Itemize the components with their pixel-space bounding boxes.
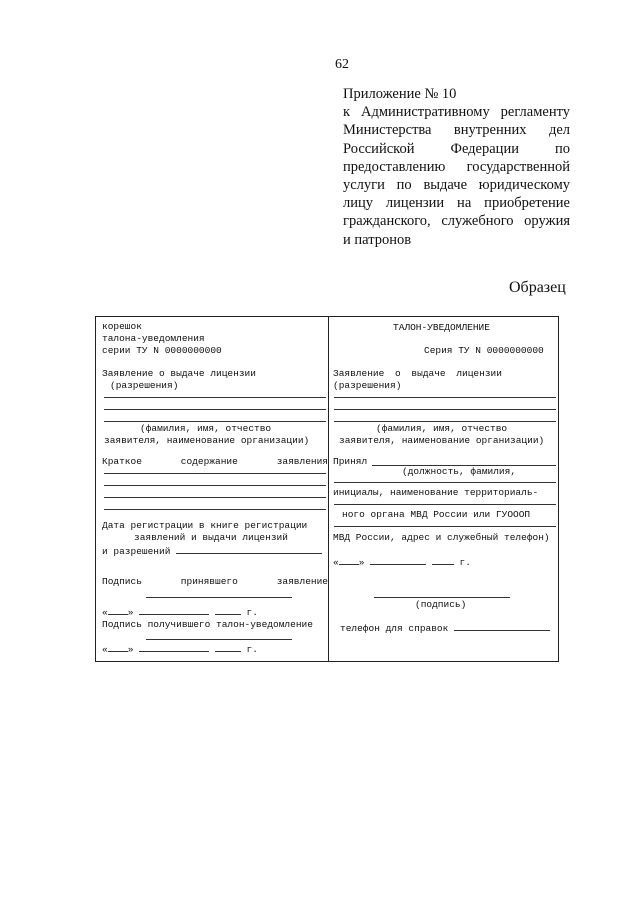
ticket-fill-line[interactable] bbox=[334, 526, 556, 527]
stub-fill-line[interactable] bbox=[104, 497, 326, 498]
sample-label: Образец bbox=[509, 279, 566, 296]
stub-date-row-1: « » г. bbox=[102, 607, 258, 618]
stub-fill-line[interactable] bbox=[104, 421, 326, 422]
ticket-name-caption: (фамилия, имя, отчество bbox=[376, 423, 508, 434]
annex-line: гражданского, служебного оружия bbox=[343, 213, 570, 230]
stub-sign-word: Подпись bbox=[102, 576, 142, 587]
annex-line: и патронов bbox=[343, 231, 412, 248]
annex-header bbox=[343, 85, 570, 249]
ticket-position-caption-2: инициалы, наименование территориаль- bbox=[333, 487, 539, 498]
ticket-accepted-label: Принял bbox=[333, 456, 368, 467]
day-field[interactable] bbox=[108, 642, 128, 652]
stub-fill-line[interactable] bbox=[104, 485, 326, 486]
ticket-fill-line[interactable] bbox=[334, 421, 556, 422]
stub-title: корешок bbox=[102, 321, 142, 332]
annex-line: Министерства внутренних дел bbox=[343, 122, 570, 139]
stub-date-row-2: « » г. bbox=[102, 644, 258, 655]
ticket-application-label-2: (разрешения) bbox=[333, 380, 402, 391]
year-field[interactable] bbox=[215, 642, 241, 652]
stub-summary-word: Краткое bbox=[102, 456, 142, 467]
ticket-title: ТАЛОН-УВЕДОМЛЕНИЕ bbox=[393, 322, 490, 333]
ticket-phone-label: телефон для справок bbox=[340, 621, 550, 635]
stub-summary-label bbox=[102, 456, 328, 468]
ticket-position-caption-3: ного органа МВД России или ГУОООП bbox=[342, 509, 531, 520]
annex-line: предоставлению государственной bbox=[343, 158, 570, 175]
stub-application-label: Заявление о выдаче лицензии bbox=[102, 368, 256, 379]
ticket-position-caption-4: МВД России, адрес и служебный телефон) bbox=[333, 532, 550, 543]
stub-summary-word: содержание bbox=[180, 456, 238, 467]
stub-fill-line[interactable] bbox=[104, 397, 326, 398]
ticket-fill-line[interactable] bbox=[334, 504, 556, 505]
ticket-date-row: « » г. bbox=[333, 557, 471, 568]
stub-sign-getter-label: Подпись получившего талон-уведомление bbox=[102, 619, 313, 630]
getter-signature-line[interactable] bbox=[146, 639, 292, 640]
ticket-position-caption: (должность, фамилия, bbox=[402, 466, 517, 477]
stub-sign-word: принявшего bbox=[180, 576, 238, 587]
year-field[interactable] bbox=[432, 555, 454, 565]
ticket-application-label bbox=[333, 368, 502, 380]
ticket-fill-line[interactable] bbox=[334, 409, 556, 410]
stub-summary-word: заявления bbox=[276, 456, 328, 467]
ticket-fill-line[interactable] bbox=[334, 397, 556, 398]
stub-registration-label: Дата регистрации в книге регистрации bbox=[102, 520, 308, 531]
annex-title: Приложение № 10 bbox=[343, 86, 457, 102]
day-field[interactable] bbox=[108, 605, 128, 615]
ticket-signature-caption: (подпись) bbox=[415, 599, 467, 610]
stub-name-caption-2: заявителя, наименование организации) bbox=[104, 435, 310, 446]
stub-registration-label-3: и разрешений bbox=[102, 544, 322, 558]
day-field[interactable] bbox=[339, 555, 359, 565]
annex-line: к Административному регламенту bbox=[343, 104, 570, 121]
page-number: 62 bbox=[335, 57, 349, 72]
form-divider bbox=[328, 316, 329, 662]
stub-sign-word: заявление bbox=[276, 576, 328, 587]
ticket-series: Серия ТУ N 0000000000 bbox=[424, 345, 544, 356]
phone-field[interactable] bbox=[454, 621, 550, 631]
stub-subtitle: талона-уведомления bbox=[102, 333, 205, 344]
stub-application-label-2: (разрешения) bbox=[110, 380, 179, 391]
ticket-application-text: Заявление о выдаче лицензии bbox=[333, 368, 502, 379]
ticket-name-caption-2: заявителя, наименование организации) bbox=[339, 435, 545, 446]
receiver-signature-line[interactable] bbox=[146, 597, 292, 598]
year-field[interactable] bbox=[215, 605, 241, 615]
stub-name-caption: (фамилия, имя, отчество bbox=[140, 423, 272, 434]
annex-line: лицу лицензии на приобретение bbox=[343, 195, 570, 212]
stub-fill-line[interactable] bbox=[104, 473, 326, 474]
annex-line: услуги по выдаче юридическому bbox=[343, 177, 570, 194]
stub-sign-receiver-label bbox=[102, 576, 328, 588]
ticket-fill-line[interactable] bbox=[334, 482, 556, 483]
month-field[interactable] bbox=[370, 555, 426, 565]
stub-registration-label-2: заявлений и выдачи лицензий bbox=[134, 532, 288, 543]
ticket-signature-line[interactable] bbox=[374, 597, 510, 598]
annex-line: Российской Федерации по bbox=[343, 140, 570, 157]
stub-fill-line[interactable] bbox=[104, 409, 326, 410]
stub-fill-line[interactable] bbox=[104, 509, 326, 510]
month-field[interactable] bbox=[139, 642, 209, 652]
registration-date-field[interactable] bbox=[176, 544, 322, 554]
stub-series: серии ТУ N 0000000000 bbox=[102, 345, 222, 356]
month-field[interactable] bbox=[139, 605, 209, 615]
